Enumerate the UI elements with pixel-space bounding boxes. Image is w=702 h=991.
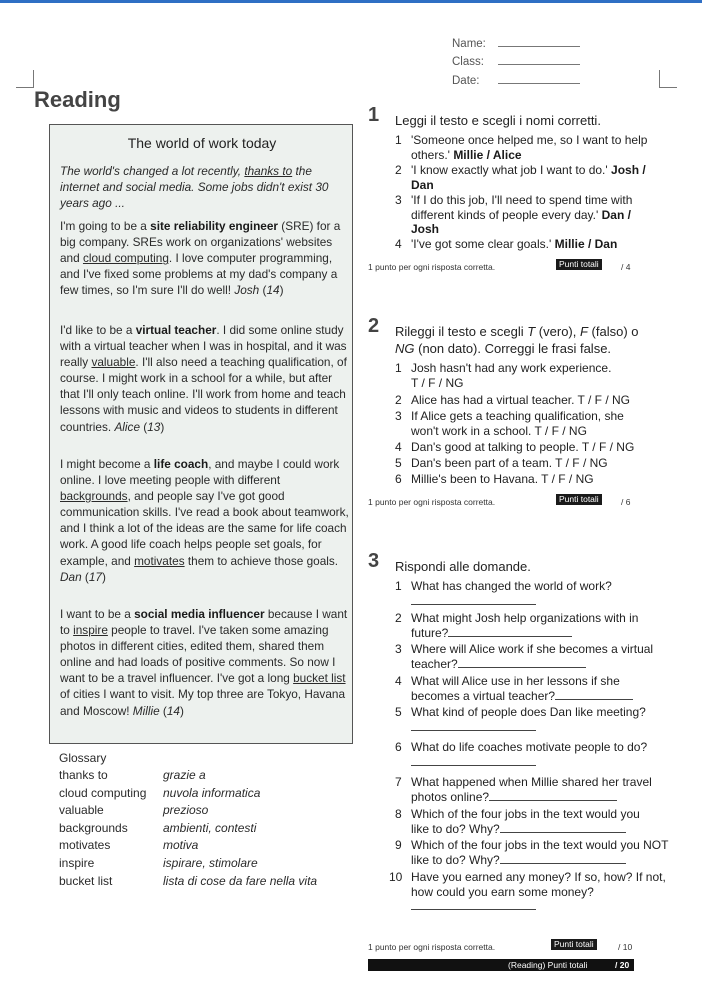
ex2-badge: Punti totali: [556, 494, 602, 505]
ex1-scoring: 1 punto per ogni risposta corretta.: [368, 262, 496, 272]
glossary-item: valuable prezioso: [59, 803, 209, 818]
glossary-item: inspire ispirare, stimolare: [59, 855, 258, 870]
glossary-title: Glossary: [59, 751, 107, 765]
footer-label: (Reading) Punti totali: [508, 960, 588, 970]
glossary-item: backgrounds ambienti, contesti: [59, 820, 257, 835]
ex2-scoring: 1 punto per ogni risposta corretta.: [368, 497, 496, 507]
class-field[interactable]: [452, 54, 484, 70]
ex2-title: Rileggi il testo e scegli T (vero), F (falso) o NG (non dato). Correggi le frasi false.: [395, 324, 639, 356]
ex3-item[interactable]: 9 Which of the four jobs in the text would you NOT like to do? Why?: [395, 838, 669, 867]
glossary-item: cloud computing nuvola informatica: [59, 785, 261, 800]
ex3-item[interactable]: 3 Where will Alice work if she becomes a virtual teacher?: [395, 642, 654, 671]
ex2-item[interactable]: 3 If Alice gets a teaching qualification, she won't work in a school. T / F / NG: [395, 409, 624, 438]
reading-text-box: [49, 124, 353, 744]
intro-paragraph: The world's changed a lot recently, thanks to the internet and social media. Some jobs didn't exist 30 years ago ...: [60, 164, 329, 211]
ex3-title: Rispondi alle domande.: [395, 559, 531, 574]
ex1-item[interactable]: 3 'If I do this job, I'll need to spend time with different kinds of people every day.' Dan / Josh: [395, 193, 633, 236]
ex1-number: 1: [368, 104, 380, 126]
josh-paragraph: I'm going to be a site reliability engineer (SRE) for a big company. SREs work on organizations' websites and cloud computing. I love computer programming, and I've fixed some problems at my dad's company a few times, so I'm sure I'll do well! Josh (14): [60, 219, 341, 298]
ex2-item[interactable]: 2 Alice has had a virtual teacher. T / F / NG: [395, 393, 630, 407]
top-accent-bar: [0, 0, 702, 3]
ex2-item[interactable]: 1 Josh hasn't had any work experience. T / F / NG: [395, 361, 612, 390]
answer-line[interactable]: [555, 692, 633, 700]
answer-line[interactable]: [500, 856, 626, 864]
answer-line[interactable]: [448, 629, 572, 637]
ex3-scoring: 1 punto per ogni risposta corretta.: [368, 942, 496, 952]
crop-mark-left: [33, 70, 34, 87]
glossary-item: bucket list lista di cose da fare nella vita: [59, 873, 318, 888]
crop-mark-right-h: [659, 87, 677, 88]
crop-mark-left-h: [16, 87, 34, 88]
name-label: Name:: [452, 38, 486, 50]
ex3-item[interactable]: 10 Have you earned any money? If so, how? If not, how could you earn some money?: [389, 870, 669, 914]
ex2-item[interactable]: 4 Dan's good at talking to people. T / F / NG: [395, 440, 635, 454]
ex3-item[interactable]: 6 What do life coaches motivate people to do?: [395, 740, 665, 769]
ex3-item[interactable]: 1 What has changed the world of work?: [395, 579, 665, 608]
ex1-title: Leggi il testo e scegli i nomi corretti.: [395, 113, 601, 128]
ex3-total: / 10: [618, 942, 633, 952]
date-line[interactable]: [498, 73, 580, 84]
reading-title: The world of work today: [127, 135, 277, 151]
footer-bar: [368, 959, 634, 971]
name-line[interactable]: [498, 36, 580, 47]
ex2-total: / 6: [621, 497, 631, 507]
glossary-item: motivates motiva: [59, 838, 199, 853]
alice-paragraph: I'd like to be a virtual teacher. I did some online study with a virtual teacher when I was in hospital, and it was really valuable. I'll also need a teaching qualification, of course. I might work in a school for a while, but after that I'll only teach online. I'll work from home and teach lessons with music and videos to students in different countries. Alice (13): [60, 323, 347, 434]
ex2-number: 2: [368, 315, 380, 337]
answer-line[interactable]: [458, 660, 586, 668]
answer-line[interactable]: [411, 902, 536, 910]
name-field[interactable]: [452, 36, 486, 52]
ex3-item[interactable]: 7 What happened when Millie shared her travel photos online?: [395, 775, 652, 804]
ex3-number: 3: [368, 550, 380, 572]
crop-mark-right: [659, 70, 660, 87]
class-label: Class:: [452, 56, 484, 68]
ex2-item[interactable]: 6 Millie's been to Havana. T / F / NG: [395, 472, 594, 486]
ex1-item[interactable]: 4 'I've got some clear goals.' Millie / Dan: [395, 237, 618, 251]
class-line[interactable]: [498, 54, 580, 65]
answer-line[interactable]: [489, 793, 617, 801]
ex3-item[interactable]: 5 What kind of people does Dan like meeting?: [395, 705, 665, 734]
millie-paragraph: I want to be a social media influencer because I want to inspire people to travel. I've taken some amazing photos in different cities, edited them, shared them online and had loads of positive comments. So now I want to be a travel influencer. I've got a long bucket list of cities I want to visit. My top three are Tokyo, Havana and Moscow! Millie (14): [60, 607, 348, 718]
ex3-item[interactable]: 8 Which of the four jobs in the text would you like to do? Why?: [395, 807, 640, 836]
date-label: Date:: [452, 75, 480, 87]
date-field[interactable]: [452, 73, 480, 89]
section-title: Reading: [34, 87, 121, 112]
footer-total: / 20: [615, 960, 630, 970]
ex1-total: / 4: [621, 262, 631, 272]
ex1-badge: Punti totali: [556, 259, 602, 270]
glossary-item: thanks to grazie a: [59, 768, 206, 782]
answer-line[interactable]: [500, 825, 626, 833]
answer-line[interactable]: [411, 723, 536, 731]
ex3-badge: Punti totali: [551, 939, 597, 950]
answer-line[interactable]: [411, 597, 536, 605]
ex1-item[interactable]: 2 'I know exactly what job I want to do.' Josh / Dan: [395, 163, 646, 192]
ex3-item[interactable]: 2 What might Josh help organizations with in future?: [395, 611, 639, 640]
ex3-item[interactable]: 4 What will Alice use in her lessons if she becomes a virtual teacher?: [395, 674, 665, 703]
dan-paragraph: I might become a life coach, and maybe I could work online. I love meeting people with different backgrounds, and people say I've got good communication skills. I've read a book about teamwork, and I think a lot of the ideas are the same for life coach work. A good life coach helps people set goals, for example, and motivates them to achieve those goals. Dan (17): [60, 457, 349, 584]
ex1-item[interactable]: 1 'Someone once helped me, so I want to help others.' Millie / Alice: [395, 133, 648, 162]
ex2-item[interactable]: 5 Dan's been part of a team. T / F / NG: [395, 456, 608, 470]
answer-line[interactable]: [411, 758, 536, 766]
glossary-list: [59, 767, 349, 890]
